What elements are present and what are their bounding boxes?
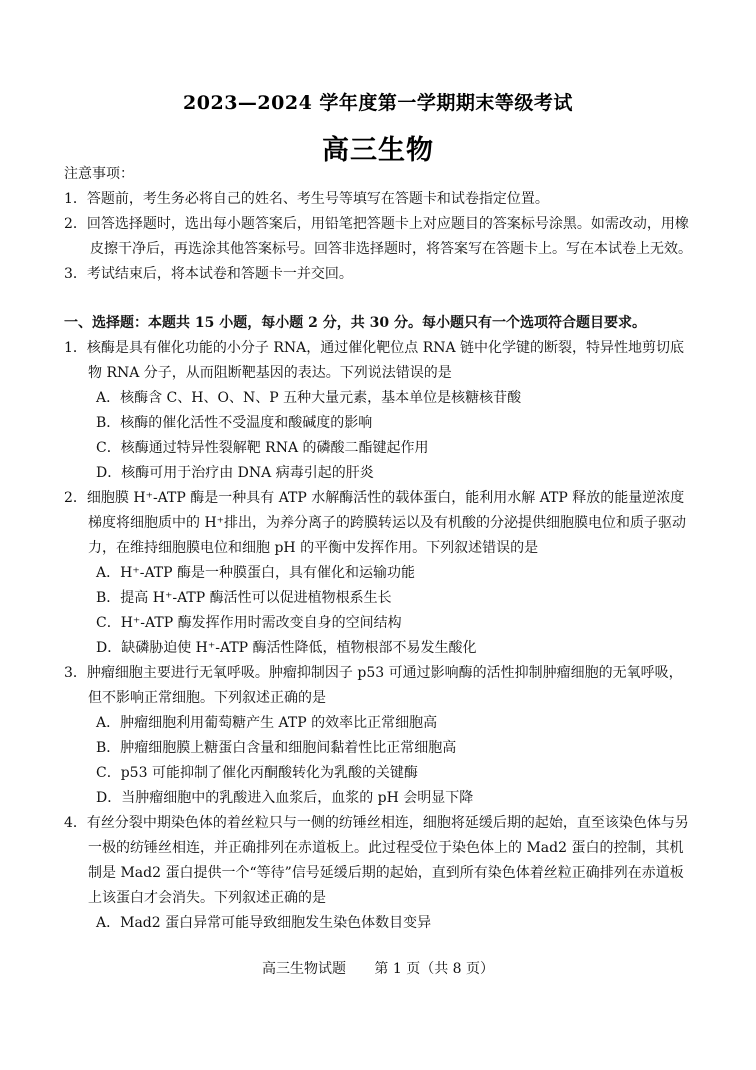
question-3-option-a: A．肿瘤细胞利用葡萄糖产生 ATP 的效率比正常细胞高: [96, 715, 438, 731]
question-3-stem: 3．肿瘤细胞主要进行无氧呼吸。肿瘤抑制因子 p53 可通过影响酶的活性抑制肿瘤细胞的无氧呼吸，但不影响正常细胞。下列叙述正确的是: [64, 665, 683, 706]
footer-page-number: 第 1 页（共 8 页）: [374, 961, 495, 977]
question-2-option-a: A．H⁺-ATP 酶是一种膜蛋白，具有催化和运输功能: [96, 565, 415, 581]
question-1-option-d: D．核酶可用于治疗由 DNA 病毒引起的肝炎: [96, 465, 374, 481]
question-2-option-d: D．缺磷胁迫使 H⁺-ATP 酶活性降低，植物根部不易发生酸化: [96, 640, 477, 656]
subject-title: 高三生物: [322, 135, 434, 166]
question-4-stem: 4．有丝分裂中期染色体的着丝粒只与一侧的纺锤丝相连，细胞将延缓后期的起始，直至该染色体与另一极的纺锤丝相连，并正确排列在赤道板上。此过程受位于染色体上的 Mad2 蛋白的控制，其机制是 Mad2 蛋白提供一个“等待”信号延缓后期的起始，直到所有染色体着丝粒正确排列在赤道板上该蛋白才会消失。下列叙述正确的是: [64, 815, 689, 906]
question-1-option-b: B．核酶的催化活性不受温度和酸碱度的影响: [96, 415, 373, 431]
question-3-option-b: B．肿瘤细胞膜上糖蛋白含量和细胞间黏着性比正常细胞高: [96, 740, 457, 756]
question-2-option-b: B．提高 H⁺-ATP 酶活性可以促进植物根系生长: [96, 590, 392, 606]
question-3-option-c: C．p53 可能抑制了催化丙酮酸转化为乳酸的关键酶: [96, 765, 418, 781]
question-2-stem: 2．细胞膜 H⁺-ATP 酶是一种具有 ATP 水解酶活性的载体蛋白，能利用水解 ATP 释放的能量逆浓度梯度将细胞质中的 H⁺排出，为养分离子的跨膜转运以及有机酸的分泌提供细胞膜电位和质子驱动力，在维持细胞膜电位和细胞 pH 的平衡中发挥作用。下列叙述错误的是: [64, 490, 687, 556]
question-3-option-d: D．当肿瘤细胞中的乳酸进入血浆后，血浆的 pH 会明显下降: [96, 790, 474, 806]
page-footer: [0, 958, 756, 978]
question-1-stem: 1．核酶是具有催化功能的小分子 RNA，通过催化靶位点 RNA 链中化学键的断裂，特异性地剪切底物 RNA 分子，从而阻断靶基因的表达。下列说法错误的是: [64, 340, 685, 381]
question-4-option-a: A．Mad2 蛋白异常可能导致细胞发生染色体数目变异: [96, 915, 432, 931]
exam-body: [64, 162, 696, 936]
question-1-option-c: C．核酶通过特异性裂解靶 RNA 的磷酸二酯键起作用: [96, 440, 429, 456]
footer-subject: 高三生物试题: [261, 961, 346, 977]
question-2-option-c: C．H⁺-ATP 酶发挥作用时需改变自身的空间结构: [96, 615, 402, 631]
notes-heading: 注意事项：: [64, 166, 134, 182]
exam-title: 2023—2024 学年度第一学期期末等级考试: [183, 92, 573, 114]
note-item-2: 2．回答选择题时，选出每小题答案后，用铅笔把答题卡上对应题目的答案标号涂黑。如需改动，用橡皮擦干净后，再选涂其他答案标号。回答非选择题时，将答案写在答题卡上。写在本试卷上无效。: [64, 216, 692, 257]
question-1-option-a: A．核酶含 C、H、O、N、P 五种大量元素，基本单位是核糖核苷酸: [96, 390, 522, 406]
note-item-1: 1．答题前，考生务必将自己的姓名、考生号等填写在答题卡和试卷指定位置。: [64, 191, 549, 207]
section-heading: 一、选择题：本题共 15 小题，每小题 2 分，共 30 分。每小题只有一个选项符合题目要求。: [64, 315, 646, 331]
note-item-3: 3．考试结束后，将本试卷和答题卡一并交回。: [64, 266, 353, 282]
